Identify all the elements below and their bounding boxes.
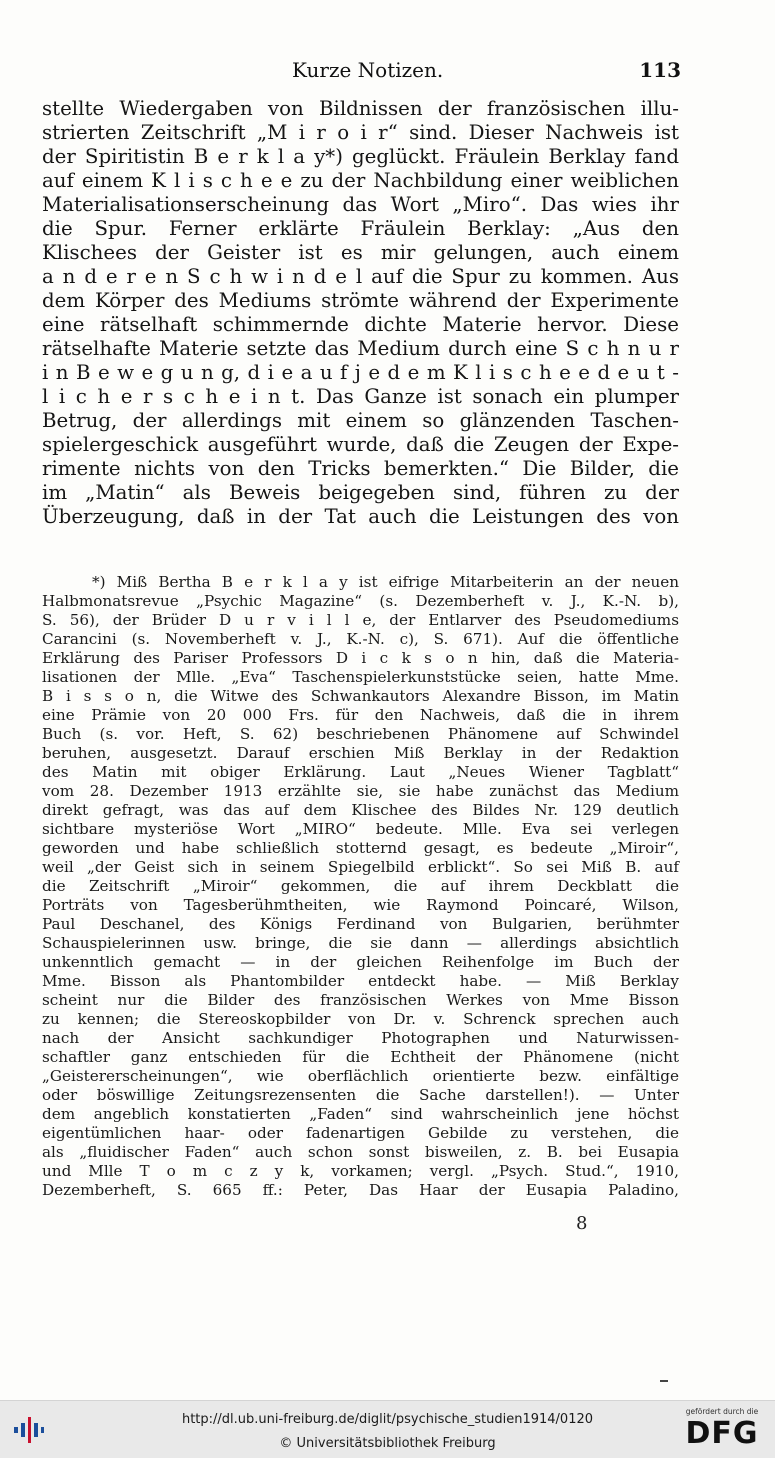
footnote-line: Schauspielerinnen usw. bringe, die sie dann — allerdings absichtlich — [42, 934, 679, 952]
body-line: dem Körper des Mediums strömte während der Experimente — [42, 289, 679, 312]
footnote-line: direkt gefragt, was das auf dem Klischee des Bildes Nr. 129 deutlich — [42, 801, 679, 819]
footnote-line: *) Miß Bertha B e r k l a y ist eifrige Mitarbeiterin an der neuen — [92, 573, 679, 591]
footnote-line: des Matin mit obiger Erklärung. Laut „Neues Wiener Tagblatt“ — [42, 763, 679, 781]
body-line: Klischees der Geister ist es mir gelungen, auch einem — [42, 241, 679, 264]
page-number: 113 — [639, 58, 681, 82]
running-title: Kurze Notizen. — [292, 58, 444, 82]
footnote-line: scheint nur die Bilder des französischen Werkes von Mme Bisson — [42, 991, 679, 1009]
footnote-line: lisationen der Mlle. „Eva“ Taschenspielerkunststücke seien, hatte Mme. — [42, 668, 679, 686]
body-line: Materialisationserscheinung das Wort „Miro“. Das wies ihr — [42, 193, 679, 216]
body-line: auf einem K l i s c h e e zu der Nachbildung einer weiblichen — [42, 169, 679, 192]
footnote-line: Carancini (s. Novemberheft v. J., K.-N. c), S. 671). Auf die öffentliche — [42, 630, 679, 648]
footnote-line: Porträts von Tagesberühmtheiten, wie Raymond Poincaré, Wilson, — [42, 896, 679, 914]
scan-mark — [660, 1380, 668, 1382]
footnote-line: Erklärung des Pariser Professors D i c k s o n hin, daß die Materia- — [42, 649, 679, 667]
footnote-line: Dezemberheft, S. 665 ff.: Peter, Das Haar der Eusapia Paladino, — [42, 1181, 679, 1199]
footnote-line: weil „der Geist sich in seinem Spiegelbild erblickt“. So sei Miß B. auf — [42, 858, 679, 876]
body-line: im „Matin“ als Beweis beigegeben sind, führen zu der — [42, 481, 679, 504]
footnote-line: und Mlle T o m c z y k, vorkamen; vergl. „Psych. Stud.“, 1910, — [42, 1162, 679, 1180]
body-line: der Spiritistin B e r k l a y*) geglückt. Fräulein Berklay fand — [42, 145, 679, 168]
dfg-logo — [679, 1407, 765, 1453]
footnote-line: eine Prämie von 20 000 Frs. für den Nachweis, daß die in ihrem — [42, 706, 679, 724]
body-line: l i c h e r s c h e i n t. Das Ganze ist sonach ein plumper — [42, 385, 679, 408]
footnote-line: beruhen, ausgesetzt. Darauf erschien Miß Berklay in der Redaktion — [42, 744, 679, 762]
footnote — [42, 573, 679, 1200]
footnote-line: Mme. Bisson als Phantombilder entdeckt habe. — Miß Berklay — [42, 972, 679, 990]
footnote-line: die Zeitschrift „Miroir“ gekommen, die auf ihrem Deckblatt die — [42, 877, 679, 895]
signature-mark: 8 — [576, 1213, 588, 1234]
body-text — [42, 97, 679, 529]
viewer-footer — [0, 1400, 775, 1458]
footnote-line: B i s s o n, die Witwe des Schwankautors Alexandre Bisson, im Matin — [42, 687, 679, 705]
body-line: Überzeugung, daß in der Tat auch die Leistungen des von — [42, 505, 679, 528]
body-line: a n d e r e n S c h w i n d e l auf die Spur zu kommen. Aus — [42, 265, 679, 288]
footnote-line: Buch (s. vor. Heft, S. 62) beschriebenen Phänomene auf Schwindel — [42, 725, 679, 743]
footnote-line: Halbmonatsrevue „Psychic Magazine“ (s. Dezemberheft v. J., K.-N. b), — [42, 592, 679, 610]
footnote-line: vom 28. Dezember 1913 erzählte sie, sie habe zunächst das Medium — [42, 782, 679, 800]
body-line: rimente nichts von den Tricks bemerkten.“ Die Bilder, die — [42, 457, 679, 480]
footnote-line: schaftler ganz entschieden für die Echtheit der Phänomene (nicht — [42, 1048, 679, 1066]
body-line: die Spur. Ferner erklärte Fräulein Berklay: „Aus den — [42, 217, 679, 240]
footnote-line: als „fluidischer Faden“ auch schon sonst bisweilen, z. B. bei Eusapia — [42, 1143, 679, 1161]
source-url-link[interactable]: http://dl.ub.uni-freiburg.de/diglit/psychische_studien1914/0120 — [181, 1412, 594, 1427]
body-line: eine rätselhaft schimmernde dichte Materie hervor. Diese — [42, 313, 679, 336]
dfg-logo-text: DFG — [685, 1416, 759, 1451]
body-line: i n B e w e g u n g, d i e a u f j e d e m K l i s c h e e d e u t - — [42, 361, 679, 384]
copyright-text: © Universitätsbibliothek Freiburg — [279, 1436, 496, 1451]
footnote-line: sichtbare mysteriöse Wort „MIRO“ bedeute. Mlle. Eva sei verlegen — [42, 820, 679, 838]
body-line: spielergeschick ausgeführt wurde, daß die Zeugen der Expe- — [42, 433, 679, 456]
footnote-line: nach der Ansicht sachkundiger Photographen und Naturwissen- — [42, 1029, 679, 1047]
body-line: strierten Zeitschrift „M i r o i r“ sind. Dieser Nachweis ist — [42, 121, 679, 144]
dfg-tagline: gefördert durch die — [685, 1407, 759, 1416]
footnote-line: eigentümlichen haar- oder fadenartigen Gebilde zu verstehen, die — [42, 1124, 679, 1142]
footnote-line: „Geistererscheinungen“, wie oberflächlich orientierte bezw. einfältige — [42, 1067, 679, 1085]
footnote-line: geworden und habe schließlich stotternd gesagt, es bedeute „Miroir“, — [42, 839, 679, 857]
footnote-line: S. 56), der Brüder D u r v i l l e, der Entlarver des Pseudomediums — [42, 611, 679, 629]
body-line: rätselhafte Materie setzte das Medium durch eine S c h n u r — [42, 337, 679, 360]
footnote-line: Paul Deschanel, des Königs Ferdinand von Bulgarien, berühmter — [42, 915, 679, 933]
footnote-line: oder böswillige Zeitungsrezensenten die Sache darstellen!). — Unter — [42, 1086, 679, 1104]
body-line: Betrug, der allerdings mit einem so glänzenden Taschen- — [42, 409, 679, 432]
footnote-line: dem angeblich konstatierten „Faden“ sind wahrscheinlich jene höchst — [42, 1105, 679, 1123]
running-header — [0, 58, 775, 86]
footnote-line: zu kennen; die Stereoskopbilder von Dr. v. Schrenck sprechen auch — [42, 1010, 679, 1028]
body-line: stellte Wiedergaben von Bildnissen der französischen illu- — [42, 97, 679, 120]
footnote-line: unkenntlich gemacht — in der gleichen Reihenfolge im Buch der — [42, 953, 679, 971]
